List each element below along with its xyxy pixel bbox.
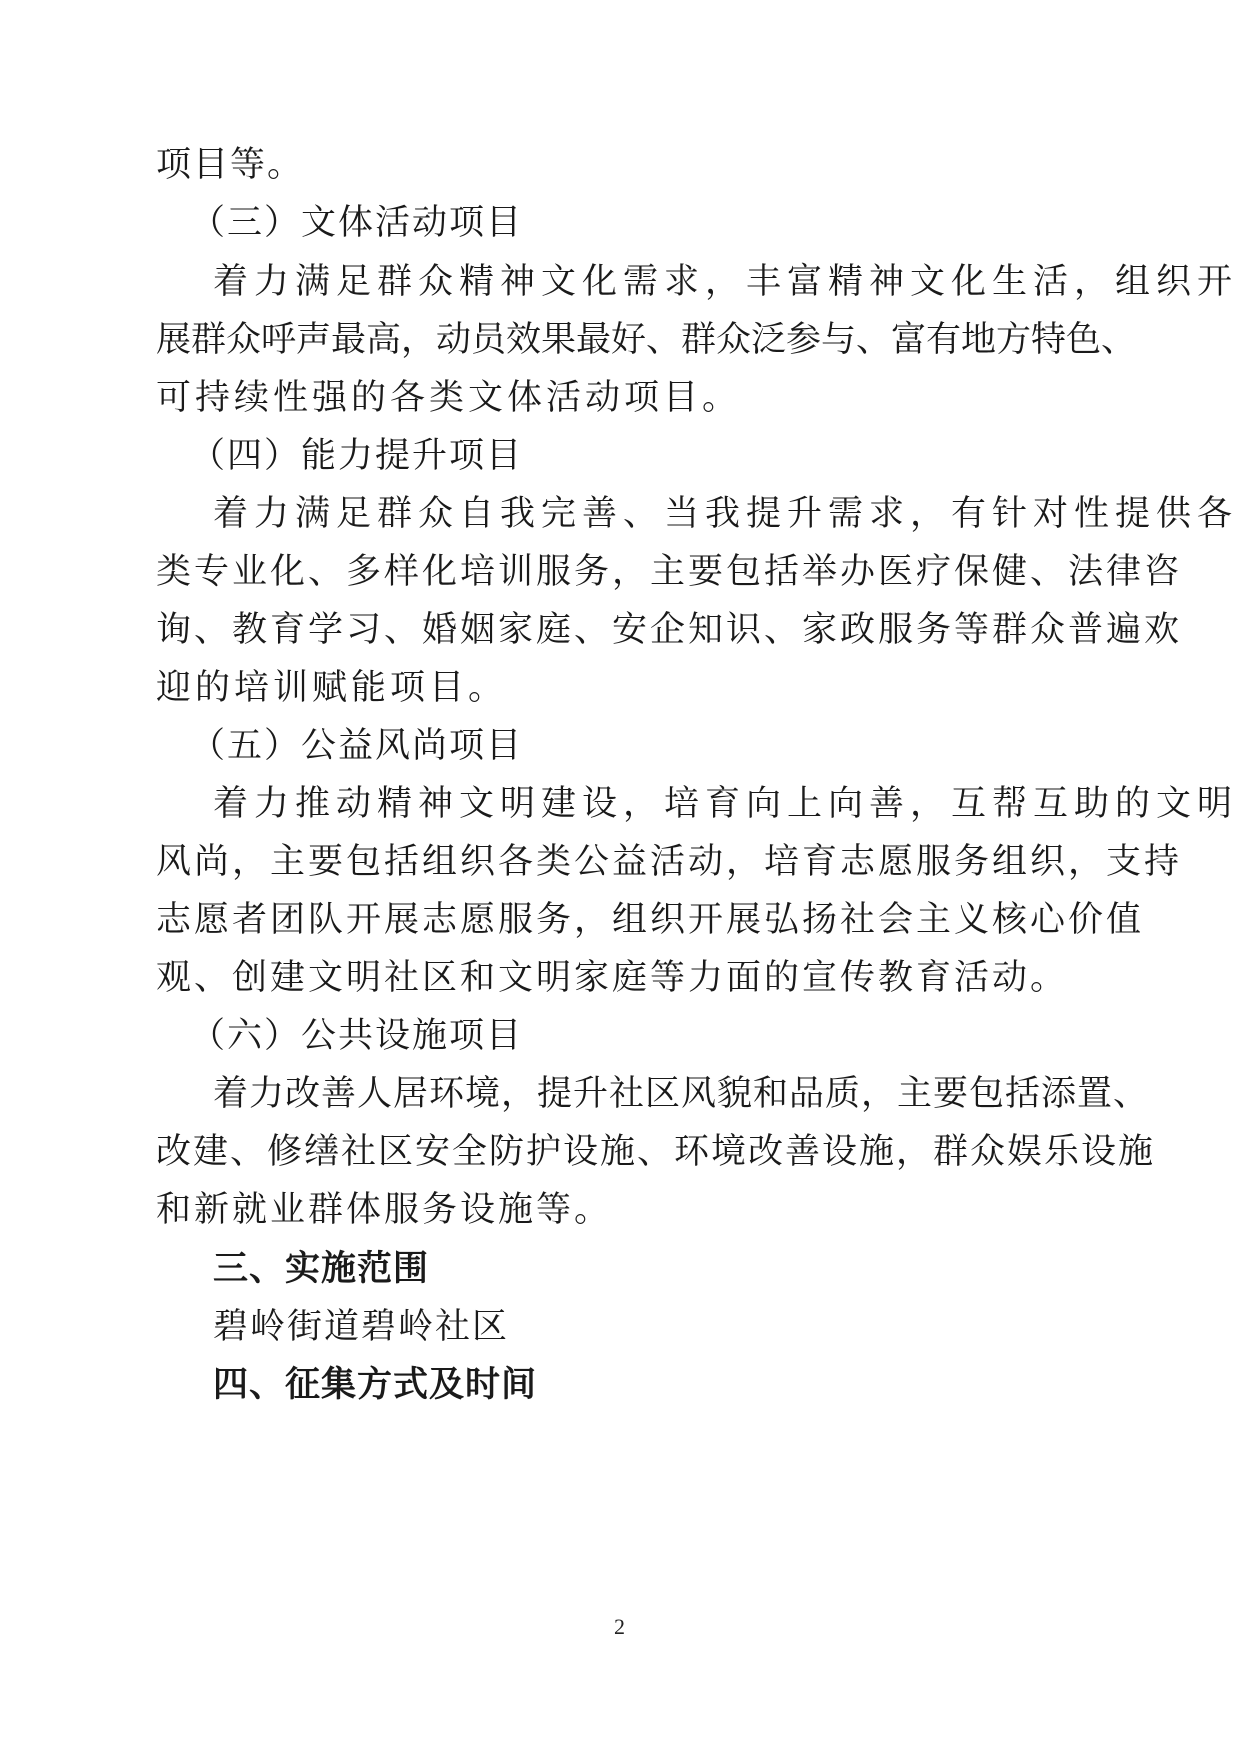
body-line: 可持续性强的各类文体活动项目。 — [156, 378, 742, 418]
body-line: 着力满足群众自我完善、当我提升需求，有针对性提供各 — [213, 494, 1239, 534]
body-line: 观、创建文明社区和文明家庭等力面的宣传教育活动。 — [156, 958, 1069, 998]
body-line: 询、教育学习、婚姻家庭、安企知识、家政服务等群众普遍欢 — [156, 610, 1183, 650]
body-line: 着力推动精神文明建设，培育向上向善，互帮互助的文明 — [213, 784, 1239, 824]
subheading: （五）公益风尚项目 — [190, 726, 524, 766]
subheading: （四）能力提升项目 — [190, 436, 524, 476]
body-line: 碧岭街道碧岭社区 — [213, 1307, 510, 1347]
subheading: （三）文体活动项目 — [190, 203, 524, 243]
body-line: 展群众呼声最高，动员效果最好、群众泛参与、富有地方特色、 — [156, 320, 1137, 360]
body-line: 项目等。 — [156, 145, 305, 185]
section-heading: 三、实施范围 — [213, 1249, 430, 1289]
body-line: 和新就业群体服务设施等。 — [156, 1190, 613, 1230]
page-number: 2 — [614, 1614, 625, 1639]
body-line: 志愿者团队开展志愿服务，组织开展弘扬社会主义核心价值 — [156, 900, 1145, 940]
section-heading: 四、征集方式及时间 — [213, 1365, 538, 1405]
body-line: 着力改善人居环境，提升社区风貌和品质，主要包括添置、 — [213, 1074, 1150, 1114]
subheading: （六）公共设施项目 — [190, 1016, 524, 1056]
body-line: 改建、修缮社区安全防护设施、环境改善设施，群众娱乐设施 — [156, 1132, 1156, 1172]
body-line: 风尚，主要包括组织各类公益活动，培育志愿服务组织，支持 — [156, 842, 1183, 882]
body-line: 迎的培训赋能项目。 — [156, 668, 508, 708]
body-line: 类专业化、多样化培训服务，主要包括举办医疗保健、法律咨 — [156, 552, 1183, 592]
body-line: 着力满足群众精神文化需求，丰富精神文化生活，组织开 — [213, 262, 1239, 302]
